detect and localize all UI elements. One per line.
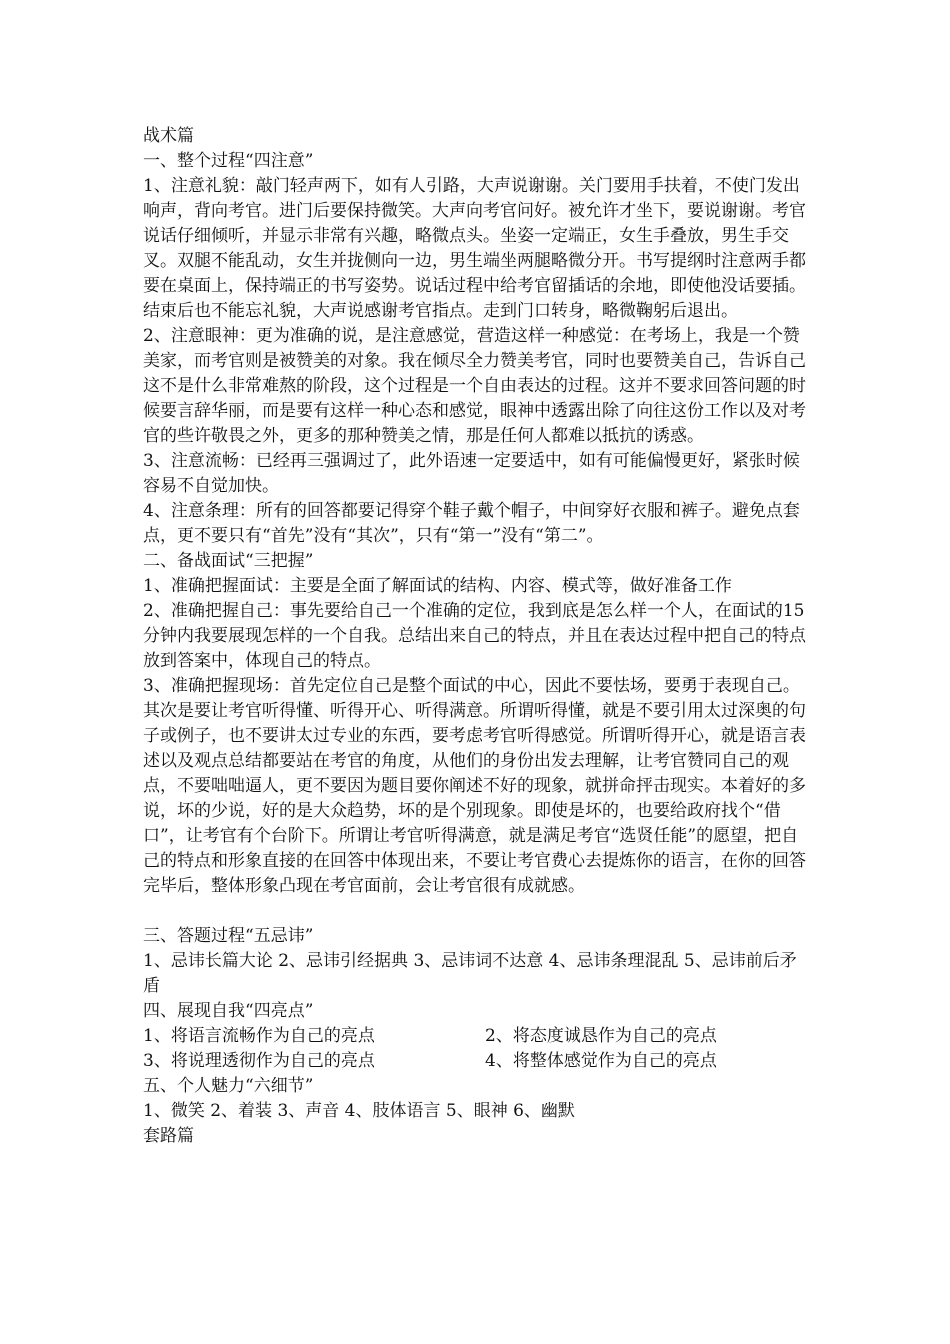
section-heading-4: 四、展现自我“四亮点” xyxy=(143,1001,314,1021)
paragraph-fluency: 3、注意流畅：已经再三强调过了，此外语速一定要适中，如有可能偏慢更好，紧张时候容易不自觉加快。 xyxy=(143,451,800,496)
blank-line xyxy=(143,899,811,924)
section-heading-1: 一、整个过程“四注意” xyxy=(143,151,314,171)
highlight-item-1: 1、将语言流畅作为自己的亮点 xyxy=(143,1026,375,1046)
paragraph-grasp-interview: 1、准确把握面试：主要是全面了解面试的结构、内容、模式等，做好准备工作 xyxy=(143,576,732,596)
highlights-row-1 xyxy=(143,1024,811,1049)
section-heading-3: 三、答题过程“五忌讳” xyxy=(143,926,314,946)
highlight-item-4: 4、将整体感觉作为自己的亮点 xyxy=(485,1051,717,1071)
section-heading-2: 二、备战面试“三把握” xyxy=(143,551,314,571)
paragraph-structure: 4、注意条理：所有的回答都要记得穿个鞋子戴个帽子，中间穿好衣服和裤子。避免点套点，更不要只有“首先”没有“其次”，只有“第一”没有“第二”。 xyxy=(143,501,800,546)
paragraph-details: 1、微笑 2、着装 3、声音 4、肢体语言 5、眼神 6、幽默 xyxy=(143,1101,575,1121)
paragraph-courtesy: 1、注意礼貌：敲门轻声两下，如有人引路，大声说谢谢。关门要用手扶着，不使门发出响声，背向考官。进门后要保持微笑。大声向考官问好。被允许才坐下，要说谢谢。考官说话仔细倾听，并显示非常有兴趣，略微点头。坐姿一定端正，女生手叠放，男生手交叉。双腿不能乱动，女生并拢侧向一边，男生端坐两腿略微分开。书写提纲时注意两手都要在桌面上，保持端正的书写姿势。说话过程中给考官留插话的余地，即使他没话要插。结束后也不能忘礼貌，大声说感谢考官指点。走到门口转身，略微鞠躬后退出。 xyxy=(143,176,806,321)
document-body xyxy=(143,124,811,1149)
paragraph-eyes: 2、注意眼神：更为准确的说，是注意感觉，营造这样一种感觉：在考场上，我是一个赞美家，而考官则是被赞美的对象。我在倾尽全力赞美考官，同时也要赞美自己，告诉自己这不是什么非常难熬的阶段，这个过程是一个自由表达的过程。这并不要求回答问题的时候要言辞华丽，而是要有这样一种心态和感觉，眼神中透露出除了向往这份工作以及对考官的些许敬畏之外，更多的那种赞美之情，那是任何人都难以抵抗的诱惑。 xyxy=(143,326,806,446)
highlights-row-2 xyxy=(143,1049,811,1074)
paragraph-grasp-scene: 3、准确把握现场：首先定位自己是整个面试的中心，因此不要怯场，要勇于表现自己。其次是要让考官听得懂、听得开心、听得满意。所谓听得懂，就是不要引用太过深奥的句子或例子，也不要讲太过专业的东西，要考虑考官听得感觉。所谓听得开心，就是语言表述以及观点总结都要站在考官的角度，从他们的身份出发去理解，让考官赞同自己的观点，不要咄咄逼人，更不要因为题目要你阐述不好的现象，就拼命抨击现实。本着好的多说，坏的少说，好的是大众趋势，坏的是个别现象。即使是坏的，也要给政府找个“借口”，让考官有个台阶下。所谓让考官听得满意，就是满足考官“选贤任能”的愿望，把自己的特点和形象直接的在回答中体现出来，不要让考官费心去提炼你的语言，在你的回答完毕后，整体形象凸现在考官面前，会让考官很有成就感。 xyxy=(143,676,806,896)
highlight-item-2: 2、将态度诚恳作为自己的亮点 xyxy=(485,1026,717,1046)
next-section-title: 套路篇 xyxy=(143,1126,194,1146)
paragraph-taboos: 1、忌讳长篇大论 2、忌讳引经据典 3、忌讳词不达意 4、忌讳条理混乱 5、忌讳前后矛盾 xyxy=(143,951,797,996)
document-title: 战术篇 xyxy=(143,126,194,146)
section-heading-5: 五、个人魅力“六细节” xyxy=(143,1076,314,1096)
paragraph-grasp-self: 2、准确把握自己：事先要给自己一个准确的定位，我到底是怎么样一个人，在面试的15分钟内我要展现怎样的一个自我。总结出来自己的特点，并且在表达过程中把自己的特点放到答案中，体现自己的特点。 xyxy=(143,601,806,671)
highlight-item-3: 3、将说理透彻作为自己的亮点 xyxy=(143,1051,375,1071)
